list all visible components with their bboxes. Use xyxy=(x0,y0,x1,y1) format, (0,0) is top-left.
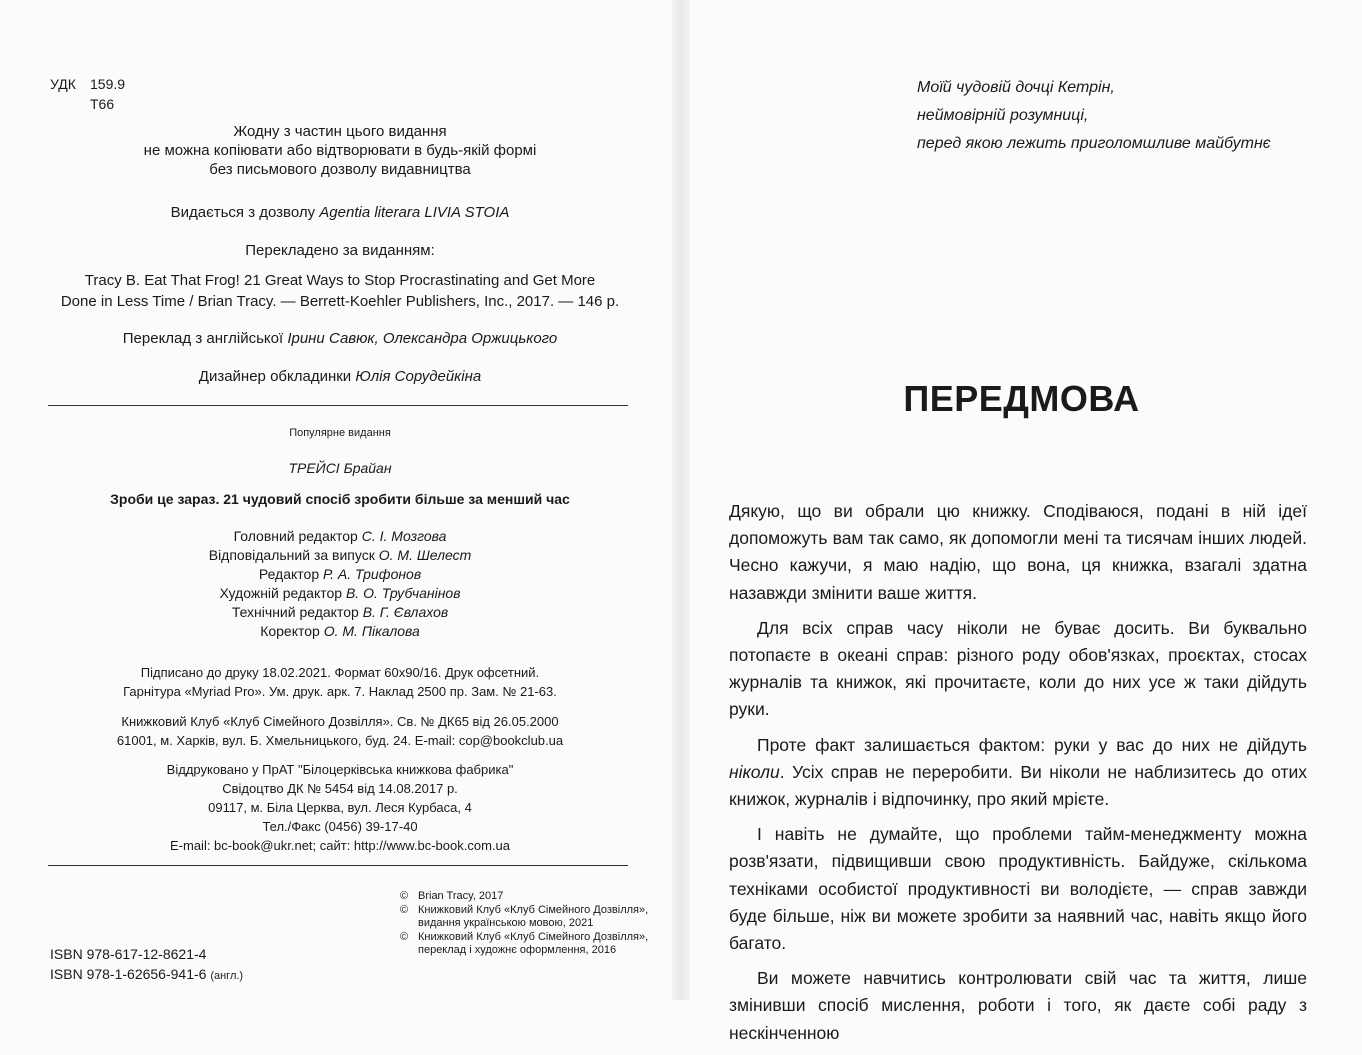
translation-line xyxy=(30,330,650,347)
staff-list xyxy=(40,527,640,641)
original-line: Done in Less Time / Brian Tracy. — Berrett-Koehler Publishers, Inc., 2017. — 146 p. xyxy=(60,293,620,310)
book-title: Зроби це зараз. 21 чудовий спосіб зробити більше за менший час xyxy=(110,491,570,507)
dedication-line: неймовірній розумниці, xyxy=(917,107,1089,124)
copyright-item: © Brian Tracy, 2017 xyxy=(400,890,504,902)
copyright-symbol: © xyxy=(400,903,409,916)
publisher-info xyxy=(20,712,660,750)
divider-top xyxy=(48,405,628,406)
original-line: Tracy B. Eat That Frog! 21 Great Ways to Stop Procrastinating and Get More xyxy=(84,272,596,289)
paragraph: Дякую, що ви обрали цю книжку. Сподіваюся, подані в ній ідеї допоможуть вам так само, як допомогли мені та тисячам інших людей. Чесно кажучи, я маю надію, що вона, ця книжка, взагалі здатна назавжди змінити ваше життя. xyxy=(729,501,1307,603)
print-info xyxy=(20,663,660,701)
dedication-line: перед якою лежить приголомшливе майбутнє xyxy=(917,135,1271,152)
notice-line: Жодну з частин цього видання xyxy=(233,123,447,140)
isbn-ukr: ISBN 978-617-12-8621-4 xyxy=(50,946,207,962)
copyright-item: © Книжковий Клуб «Клуб Сімейного Дозвілля», видання українською мовою, 2021 xyxy=(400,903,649,929)
author-name: ТРЕЙСІ Брайан xyxy=(288,460,392,476)
cover-designer: Юлія Сорудейкіна xyxy=(355,368,482,385)
publisher-line: Книжковий Клуб «Клуб Сімейного Дозвілля». Св. № ДК65 від 26.05.2000 xyxy=(121,714,559,729)
left-page-imprint xyxy=(0,0,681,1000)
printer-line: Віддруковано у ПрАТ "Білоцерківська книжкова фабрика" xyxy=(166,762,514,777)
printer-line: Тел./Факс (0456) 39-17-40 xyxy=(262,819,418,834)
permission-line xyxy=(40,204,640,221)
copyright-symbol: © xyxy=(400,890,409,902)
printer-line: Свідоцтво ДК № 5454 від 14.08.2017 р. xyxy=(222,781,458,796)
permission-agency: Agentia literara LIVIA STOIA xyxy=(319,204,510,221)
printer-info xyxy=(20,760,660,855)
edition-type: Популярне видання xyxy=(289,427,391,439)
printer-line: E-mail: bc-book@ukr.net; сайт: http://www.bc-book.com.ua xyxy=(170,838,510,853)
translated-from-label: Перекладено за виданням: xyxy=(245,242,435,259)
publisher-line: 61001, м. Харків, вул. Б. Хмельницького, буд. 24. E-mail: cop@bookclub.ua xyxy=(116,733,564,748)
copyright-item: © Книжковий Клуб «Клуб Сімейного Дозвілля», переклад і художнє оформлення, 2016 xyxy=(400,930,649,956)
preface-body xyxy=(729,498,1307,1055)
staff-line: Художній редактор В. О. Трубчанінов xyxy=(219,585,461,601)
original-edition xyxy=(20,270,660,312)
chapter-title: ПЕРЕДМОВА xyxy=(903,378,1140,419)
paragraph: І навіть не думайте, що проблеми тайм-менеджменту можна розв'язати, підвищивши свою продуктивність. Байдуже, скількома техніками особистої продуктивності ви володієте, — справ завжди буде більше, ніж ви можете зробити за наявний час, навіть якщо його багато. xyxy=(729,824,1307,954)
emphasis: ніколи xyxy=(729,761,780,782)
staff-line: Відповідальний за випуск О. М. Шелест xyxy=(208,547,472,563)
paragraph: Проте факт залишається фактом: руки у вас до них не дійдуть ніколи. Усіх справ не переробити. Ви ніколи не наблизитесь до отих книжок, журналів і відпочинку, про який мрієте. xyxy=(729,734,1307,810)
staff-line: Головний редактор С. І. Мозгова xyxy=(233,528,447,544)
notice-line: не можна копіювати або відтворювати в будь-якій формі xyxy=(143,142,537,159)
divider-bottom xyxy=(48,865,628,866)
staff-line: Редактор Р. А. Трифонов xyxy=(258,566,422,582)
paragraph: Для всіх справ часу ніколи не буває досить. Ви буквально потопаєте в океані справ: різного роду обов'язках, проєктах, стосах журналів та книжок, які прочитаєте, коли до них усе ж таки дійдуть руки. xyxy=(729,617,1307,720)
cover-designer-prefix: Дизайнер обкладинки xyxy=(198,368,352,385)
udk-label: УДК xyxy=(50,76,76,92)
dedication xyxy=(917,74,1271,158)
permission-prefix: Видається з дозволу xyxy=(170,204,316,221)
isbn-eng: ISBN 978-1-62656-941-6 (англ.) xyxy=(50,966,244,982)
printer-line: 09117, м. Біла Церква, вул. Леся Курбаса, 4 xyxy=(208,800,472,815)
udk-code: 159.9 xyxy=(90,76,126,92)
copyright-notice xyxy=(40,122,640,179)
right-page-preface xyxy=(681,0,1362,1043)
print-info-line: Гарнітура «Myriad Pro». Ум. друк. арк. 7. Наклад 2500 пр. Зам. № 21-63. xyxy=(123,684,557,699)
copyright-symbol: © xyxy=(400,930,409,943)
copyright-block xyxy=(400,890,650,958)
dedication-line: Моїй чудовій дочці Кетрін, xyxy=(917,79,1115,96)
notice-line: без письмового дозволу видавництва xyxy=(209,161,471,178)
print-info-line: Підписано до друку 18.02.2021. Формат 60х90/16. Друк офсетний. xyxy=(140,665,540,680)
staff-line: Коректор О. М. Пікалова xyxy=(260,623,420,639)
staff-line: Технічний редактор В. Г. Євлахов xyxy=(231,604,449,620)
translation-prefix: Переклад з англійської xyxy=(122,330,284,347)
paragraph: Ви можете навчитись контролювати свій час та життя, лише змінивши спосіб мислення, роботи і того, як даєте собі раду з нескінченною xyxy=(729,968,1307,1043)
author-mark: Т66 xyxy=(90,96,115,112)
cover-designer-line xyxy=(30,368,650,385)
translators: Ірини Савюк, Олександра Оржицького xyxy=(287,330,558,347)
